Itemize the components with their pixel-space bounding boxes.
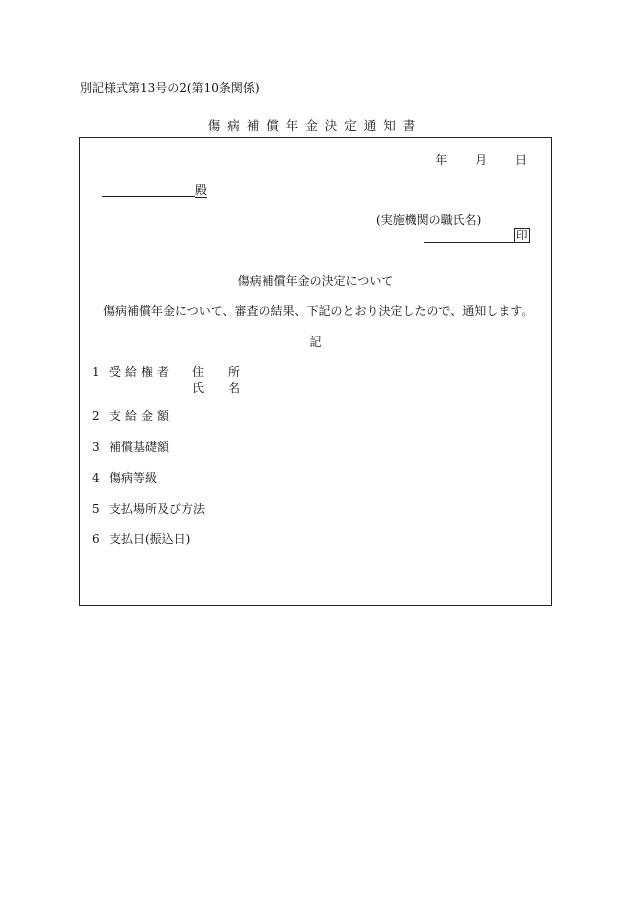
item-label: 傷病等級 (109, 471, 158, 485)
item-number: 6 (92, 532, 100, 546)
item-recipient-address-label: 住所 (192, 365, 265, 379)
item-recipient-name-label: 氏名 (192, 381, 265, 395)
date-day: 日 (514, 153, 527, 167)
item-label: 受給権者 (109, 365, 174, 379)
ki-heading: 記 (309, 335, 322, 349)
item-number: 5 (92, 502, 100, 516)
form-reference: 別記様式第13号の2(第10条関係) (80, 81, 260, 95)
document-title: 傷病補償年金決定通知書 (207, 118, 423, 133)
addressee-honorific: 殿 (195, 183, 208, 197)
item-label: 支払場所及び方法 (109, 502, 206, 516)
body-text: 傷病補償年金について、審査の結果、下記のとおり決定したので、通知します。 (103, 304, 534, 318)
item-number: 3 (92, 440, 100, 454)
item-label: 支払日(振込日) (109, 532, 191, 546)
item-number: 2 (92, 409, 100, 423)
item-number: 1 (92, 365, 100, 379)
issuer-signature (424, 228, 530, 243)
item-number: 4 (92, 471, 100, 485)
item-label: 補償基礎額 (109, 440, 170, 454)
issuer-blank-line (424, 230, 514, 243)
subject-line: 傷病補償年金の決定について (237, 274, 394, 288)
item-label: 支給金額 (109, 409, 174, 423)
date-year: 年 (435, 153, 448, 167)
item-payment-amount (92, 410, 173, 422)
addressee (102, 184, 207, 197)
date-line (435, 154, 527, 166)
item-base-amount (92, 441, 169, 453)
issuer-label: (実施機関の職氏名) (376, 213, 482, 227)
seal-mark: 印 (516, 228, 528, 242)
item-payment-place-method (92, 503, 205, 515)
date-month: 月 (475, 153, 488, 167)
item-recipient (92, 366, 175, 378)
item-payment-date (92, 533, 190, 545)
notice-frame (79, 137, 552, 606)
addressee-blank-line (102, 184, 195, 197)
item-injury-grade (92, 472, 157, 484)
